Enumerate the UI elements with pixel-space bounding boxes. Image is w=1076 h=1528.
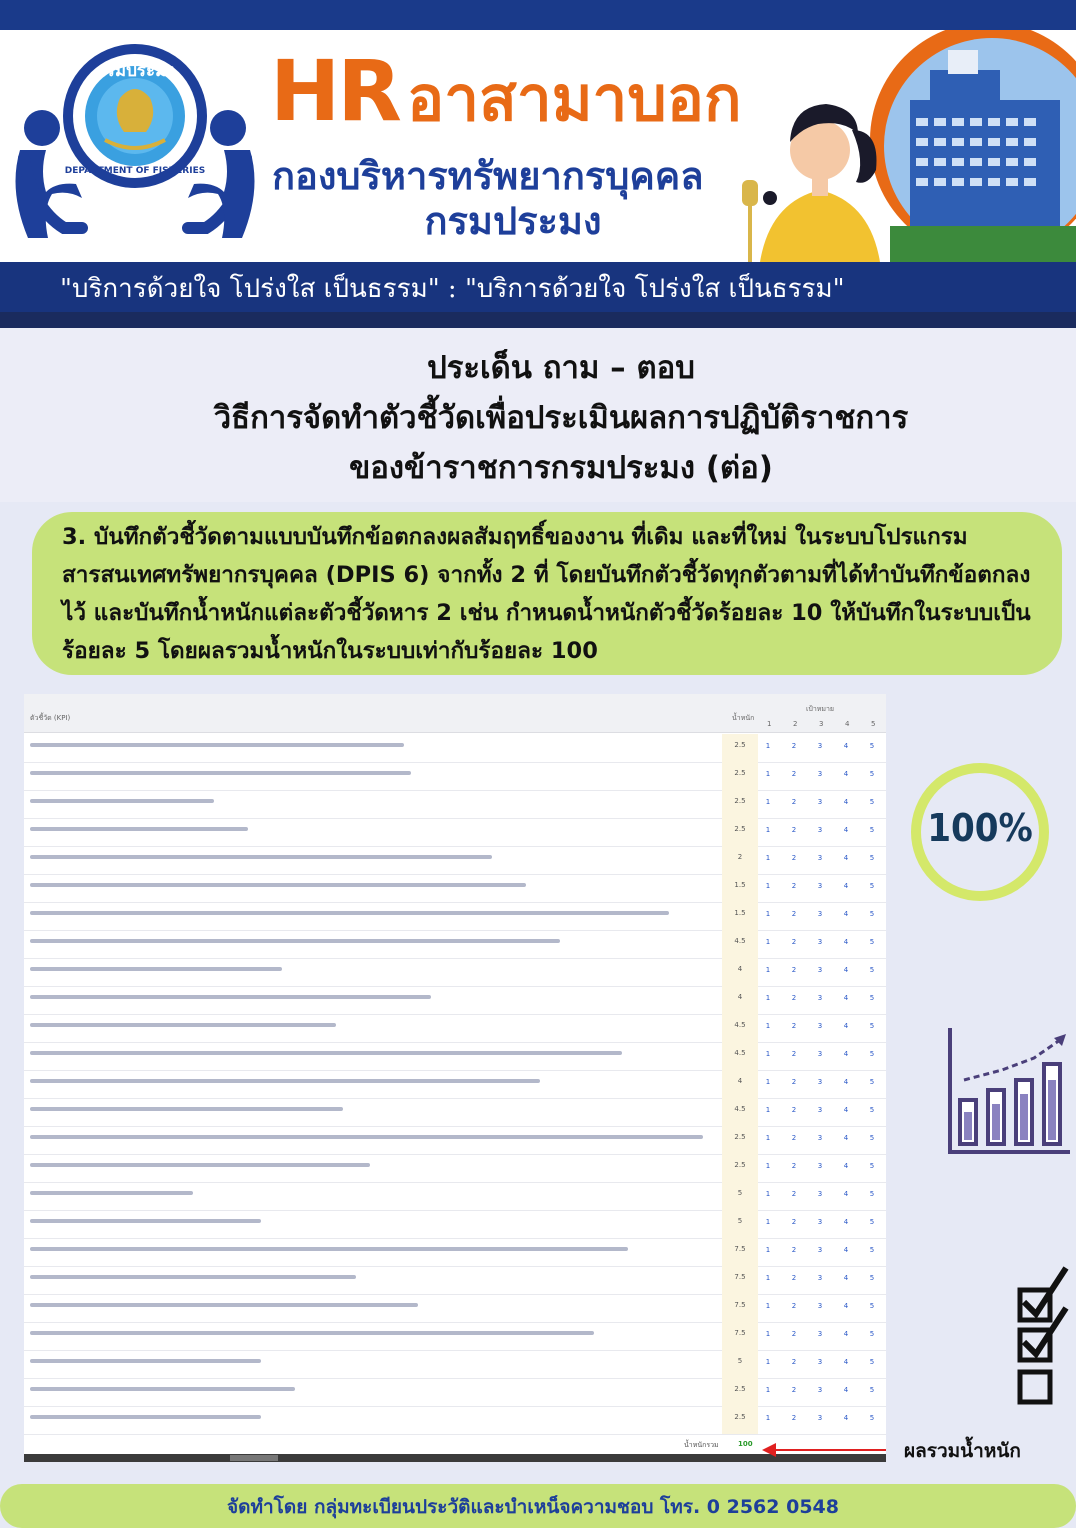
kpi-text-placeholder	[30, 967, 710, 974]
table-row[interactable]	[24, 762, 886, 791]
level-cell: 1	[765, 1050, 771, 1058]
level-cell: 2	[791, 1330, 797, 1338]
level-cell: 5	[869, 1358, 875, 1366]
level-cell: 2	[791, 1190, 797, 1198]
weight-cell: 7.5	[722, 1322, 758, 1350]
table-row[interactable]	[24, 1322, 886, 1351]
level-cell: 2	[791, 1246, 797, 1254]
level-cell: 5	[869, 882, 875, 890]
level-cell: 2	[791, 1022, 797, 1030]
level-cell: 4	[843, 1134, 849, 1142]
level-cell: 1	[765, 882, 771, 890]
kpi-text-placeholder	[30, 1275, 710, 1282]
level-cell: 2	[791, 1162, 797, 1170]
weight-cell: 2.5	[722, 1406, 758, 1434]
level-cell: 2	[791, 1106, 797, 1114]
level-cell: 3	[817, 1134, 823, 1142]
level-cell: 2	[791, 994, 797, 1002]
slogan-bar	[0, 262, 1076, 312]
kpi-text-placeholder	[30, 1051, 710, 1058]
table-row[interactable]	[24, 930, 886, 959]
kpi-text-placeholder	[30, 1219, 710, 1226]
header-levels: เป้าหมาย	[806, 705, 835, 713]
instruction-note	[32, 512, 1062, 675]
level-cell: 4	[843, 1022, 849, 1030]
level-cell: 1	[765, 1218, 771, 1226]
level-cell: 4	[843, 1190, 849, 1198]
level-cell: 2	[791, 826, 797, 834]
level-cell: 2	[791, 1134, 797, 1142]
level-cell: 5	[869, 910, 875, 918]
kpi-text-placeholder	[30, 1163, 710, 1170]
bar-chart-icon	[942, 1024, 1072, 1158]
level-cell: 2	[791, 1078, 797, 1086]
header-level-2: 2	[793, 720, 798, 728]
presenter-building-illustration-icon	[720, 30, 1076, 262]
table-row[interactable]	[24, 1042, 886, 1071]
kpi-text-placeholder	[30, 743, 710, 750]
table-header	[24, 694, 886, 733]
level-cell: 3	[817, 1386, 823, 1394]
level-cell: 1	[765, 1106, 771, 1114]
level-cell: 3	[817, 854, 823, 862]
weight-cell: 2.5	[722, 818, 758, 846]
level-cell: 5	[869, 1302, 875, 1310]
slogan-underline	[0, 312, 1076, 328]
sum-label: น้ำหนักรวม	[684, 1441, 719, 1449]
level-cell: 1	[765, 1134, 771, 1142]
level-cell: 2	[791, 798, 797, 806]
level-cell: 1	[765, 1386, 771, 1394]
level-cell: 4	[843, 1358, 849, 1366]
level-cell: 3	[817, 1162, 823, 1170]
top-bar	[0, 0, 1076, 30]
kpi-text-placeholder	[30, 827, 710, 834]
level-cell: 1	[765, 1414, 771, 1422]
department-name: กรมประมง	[424, 199, 602, 243]
footer	[0, 1484, 1076, 1528]
scrollbar-thumb[interactable]	[230, 1455, 278, 1461]
weight-cell: 4.5	[722, 1042, 758, 1070]
header-weight: น้ำหนัก	[732, 714, 755, 722]
level-cell: 3	[817, 1414, 823, 1422]
weight-cell: 2.5	[722, 1378, 758, 1406]
level-cell: 4	[843, 854, 849, 862]
level-cell: 1	[765, 742, 771, 750]
level-cell: 5	[869, 1134, 875, 1142]
level-cell: 1	[765, 938, 771, 946]
table-row[interactable]	[24, 986, 886, 1015]
level-cell: 3	[817, 1022, 823, 1030]
level-cell: 3	[817, 882, 823, 890]
level-cell: 4	[843, 1162, 849, 1170]
level-cell: 2	[791, 1218, 797, 1226]
level-cell: 2	[791, 854, 797, 862]
level-cell: 1	[765, 1330, 771, 1338]
level-cell: 5	[869, 854, 875, 862]
level-cell: 3	[817, 966, 823, 974]
kpi-text-placeholder	[30, 771, 710, 778]
level-cell: 5	[869, 1190, 875, 1198]
table-row[interactable]	[24, 1238, 886, 1267]
kpi-text-placeholder	[30, 1303, 710, 1310]
level-cell: 2	[791, 1386, 797, 1394]
level-cell: 4	[843, 742, 849, 750]
table-row[interactable]	[24, 1014, 886, 1043]
level-cell: 2	[791, 1414, 797, 1422]
table-row[interactable]	[24, 1126, 886, 1155]
level-cell: 1	[765, 1190, 771, 1198]
weight-cell: 4.5	[722, 1098, 758, 1126]
level-cell: 5	[869, 994, 875, 1002]
level-cell: 4	[843, 910, 849, 918]
level-cell: 4	[843, 1050, 849, 1058]
level-cell: 3	[817, 1246, 823, 1254]
level-cell: 1	[765, 770, 771, 778]
level-cell: 1	[765, 1274, 771, 1282]
level-cell: 2	[791, 770, 797, 778]
level-cell: 1	[765, 798, 771, 806]
level-cell: 5	[869, 1386, 875, 1394]
level-cell: 1	[765, 994, 771, 1002]
percent-text: 100%	[927, 806, 1033, 850]
sum-value: 100	[738, 1440, 753, 1448]
level-cell: 2	[791, 938, 797, 946]
svg-text:DEPARTMENT OF FISHERIES: DEPARTMENT OF FISHERIES	[64, 166, 206, 176]
kpi-text-placeholder	[30, 1023, 710, 1030]
kpi-text-placeholder	[30, 939, 710, 946]
weight-cell: 4	[722, 958, 758, 986]
table-row[interactable]	[24, 790, 886, 819]
kpi-text-placeholder	[30, 1079, 710, 1086]
level-cell: 2	[791, 1050, 797, 1058]
kpi-text-placeholder	[30, 995, 710, 1002]
level-cell: 4	[843, 1246, 849, 1254]
level-cell: 4	[843, 1302, 849, 1310]
level-cell: 5	[869, 1218, 875, 1226]
level-cell: 1	[765, 1246, 771, 1254]
level-cell: 2	[791, 1358, 797, 1366]
level-cell: 3	[817, 1358, 823, 1366]
horizontal-scrollbar[interactable]	[24, 1454, 886, 1462]
level-cell: 1	[765, 966, 771, 974]
hr-title	[270, 42, 742, 148]
division-name: กองบริหารทรัพยากรบุคคล	[272, 154, 704, 198]
svg-text:กรมประมง: กรมประมง	[95, 61, 175, 81]
level-cell: 5	[869, 798, 875, 806]
table-row[interactable]	[24, 1070, 886, 1099]
level-cell: 4	[843, 1106, 849, 1114]
weight-cell: 1.5	[722, 874, 758, 902]
weight-cell: 2.5	[722, 1154, 758, 1182]
level-cell: 4	[843, 1330, 849, 1338]
kpi-text-placeholder	[30, 883, 710, 890]
sum-row	[24, 1438, 886, 1452]
header-banner	[0, 30, 1076, 262]
level-cell: 4	[843, 882, 849, 890]
level-cell: 1	[765, 910, 771, 918]
weight-cell: 4	[722, 986, 758, 1014]
level-cell: 1	[765, 1302, 771, 1310]
level-cell: 3	[817, 770, 823, 778]
weight-cell: 7.5	[722, 1266, 758, 1294]
level-cell: 2	[791, 1302, 797, 1310]
level-cell: 1	[765, 1022, 771, 1030]
title-area	[0, 328, 1076, 502]
weight-cell: 2.5	[722, 762, 758, 790]
kpi-text-placeholder	[30, 855, 710, 862]
table-row[interactable]	[24, 1406, 886, 1435]
level-cell: 5	[869, 1050, 875, 1058]
level-cell: 5	[869, 826, 875, 834]
level-cell: 2	[791, 882, 797, 890]
red-arrow-icon	[762, 1442, 886, 1458]
title-line-1: ประเด็น ถาม – ตอบ	[427, 350, 695, 386]
level-cell: 5	[869, 770, 875, 778]
header-level-3: 3	[819, 720, 824, 728]
level-cell: 3	[817, 1190, 823, 1198]
level-cell: 4	[843, 770, 849, 778]
slogan-text: "บริการด้วยใจ โปร่งใส เป็นธรรม" : "บริการด้วยใจ โปร่งใส เป็นธรรม"	[60, 274, 845, 304]
level-cell: 3	[817, 994, 823, 1002]
title-line-3: ของข้าราชการกรมประมง (ต่อ)	[349, 450, 773, 486]
level-cell: 3	[817, 1218, 823, 1226]
level-cell: 4	[843, 966, 849, 974]
kpi-text-placeholder	[30, 1247, 710, 1254]
header-level-5: 5	[871, 720, 876, 728]
level-cell: 3	[817, 1106, 823, 1114]
header-kpi: ตัวชี้วัด (KPI)	[30, 714, 71, 722]
level-cell: 5	[869, 1246, 875, 1254]
table-row[interactable]	[24, 846, 886, 875]
level-cell: 3	[817, 742, 823, 750]
level-cell: 3	[817, 798, 823, 806]
table-row[interactable]	[24, 1210, 886, 1239]
instruction-text: 3. บันทึกตัวชี้วัดตามแบบบันทึกข้อตกลงผลสัมฤทธิ์ของงาน ที่เดิม และที่ใหม่ ในระบบโปรแกรมสารสนเทศทรัพยากรบุคคล (DPIS 6) จากทั้ง 2 ที่ โดยบันทึกตัวชี้วัดทุกตัวตามที่ได้ทำบันทึกข้อตกลงไว้ และบันทึกน้ำหนักแต่ละตัวชี้วัดหาร 2 เช่น กำหนดน้ำหนักตัวชี้วัดร้อยละ 10 ให้บันทึกในระบบเป็นร้อยละ 5 โดยผลรวมน้ำหนักในระบบเท่ากับร้อยละ 100	[62, 524, 1031, 664]
footer-text: จัดทำโดย กลุ่มทะเบียนประวัติและบำเหน็จความชอบ โทร. 0 2562 0548	[226, 1496, 839, 1518]
table-row[interactable]	[24, 818, 886, 847]
table-row[interactable]	[24, 902, 886, 931]
weight-cell: 4.5	[722, 930, 758, 958]
kpi-text-placeholder	[30, 911, 710, 918]
kpi-text-placeholder	[30, 1107, 710, 1114]
level-cell: 4	[843, 1414, 849, 1422]
level-cell: 3	[817, 1302, 823, 1310]
weight-cell: 4.5	[722, 1014, 758, 1042]
kpi-text-placeholder	[30, 1191, 710, 1198]
level-cell: 4	[843, 1078, 849, 1086]
level-cell: 3	[817, 1050, 823, 1058]
level-cell: 2	[791, 1274, 797, 1282]
weight-cell: 5	[722, 1210, 758, 1238]
total-weight-label: ผลรวมน้ำหนัก	[904, 1440, 1021, 1462]
kpi-text-placeholder	[30, 1135, 710, 1142]
weight-cell: 2	[722, 846, 758, 874]
table-row[interactable]	[24, 1182, 886, 1211]
level-cell: 5	[869, 966, 875, 974]
weight-cell: 7.5	[722, 1238, 758, 1266]
level-cell: 2	[791, 910, 797, 918]
table-row[interactable]	[24, 1154, 886, 1183]
level-cell: 3	[817, 1330, 823, 1338]
level-cell: 4	[843, 1218, 849, 1226]
weight-cell: 4	[722, 1070, 758, 1098]
level-cell: 5	[869, 742, 875, 750]
level-cell: 3	[817, 910, 823, 918]
level-cell: 3	[817, 826, 823, 834]
asa-text: อาสามาบอก	[406, 62, 742, 135]
checklist-icon	[1014, 1262, 1074, 1410]
weight-cell: 7.5	[722, 1294, 758, 1322]
level-cell: 5	[869, 1022, 875, 1030]
header-level-1: 1	[767, 720, 772, 728]
kpi-text-placeholder	[30, 1415, 710, 1422]
weight-cell: 5	[722, 1350, 758, 1378]
table-row[interactable]	[24, 1350, 886, 1379]
table-row[interactable]	[24, 1378, 886, 1407]
table-row[interactable]	[24, 958, 886, 987]
level-cell: 5	[869, 1330, 875, 1338]
kpi-table	[24, 694, 886, 1462]
level-cell: 1	[765, 1162, 771, 1170]
level-cell: 1	[765, 1078, 771, 1086]
kpi-text-placeholder	[30, 1331, 710, 1338]
hr-text: HR	[270, 42, 399, 140]
title-line-2: วิธีการจัดทำตัวชี้วัดเพื่อประเมินผลการปฏิบัติราชการ	[213, 400, 909, 436]
kpi-text-placeholder	[30, 1387, 710, 1394]
kpi-text-placeholder	[30, 799, 710, 806]
level-cell: 5	[869, 1078, 875, 1086]
weight-cell: 2.5	[722, 790, 758, 818]
level-cell: 5	[869, 938, 875, 946]
table-row[interactable]	[24, 1098, 886, 1127]
level-cell: 4	[843, 1386, 849, 1394]
level-cell: 3	[817, 1078, 823, 1086]
level-cell: 3	[817, 938, 823, 946]
weight-cell: 2.5	[722, 734, 758, 762]
level-cell: 2	[791, 742, 797, 750]
level-cell: 1	[765, 854, 771, 862]
level-cell: 4	[843, 798, 849, 806]
level-cell: 1	[765, 826, 771, 834]
weight-cell: 1.5	[722, 902, 758, 930]
level-cell: 4	[843, 994, 849, 1002]
level-cell: 4	[843, 826, 849, 834]
level-cell: 2	[791, 966, 797, 974]
level-cell: 5	[869, 1162, 875, 1170]
table-row[interactable]	[24, 874, 886, 903]
table-row[interactable]	[24, 734, 886, 763]
level-cell: 5	[869, 1274, 875, 1282]
weight-cell: 5	[722, 1182, 758, 1210]
level-cell: 1	[765, 1358, 771, 1366]
level-cell: 4	[843, 1274, 849, 1282]
level-cell: 5	[869, 1106, 875, 1114]
header-level-4: 4	[845, 720, 850, 728]
level-cell: 5	[869, 1414, 875, 1422]
kpi-text-placeholder	[30, 1359, 710, 1366]
weight-cell: 2.5	[722, 1126, 758, 1154]
table-row[interactable]	[24, 1266, 886, 1295]
level-cell: 4	[843, 938, 849, 946]
level-cell: 3	[817, 1274, 823, 1282]
table-row[interactable]	[24, 1294, 886, 1323]
